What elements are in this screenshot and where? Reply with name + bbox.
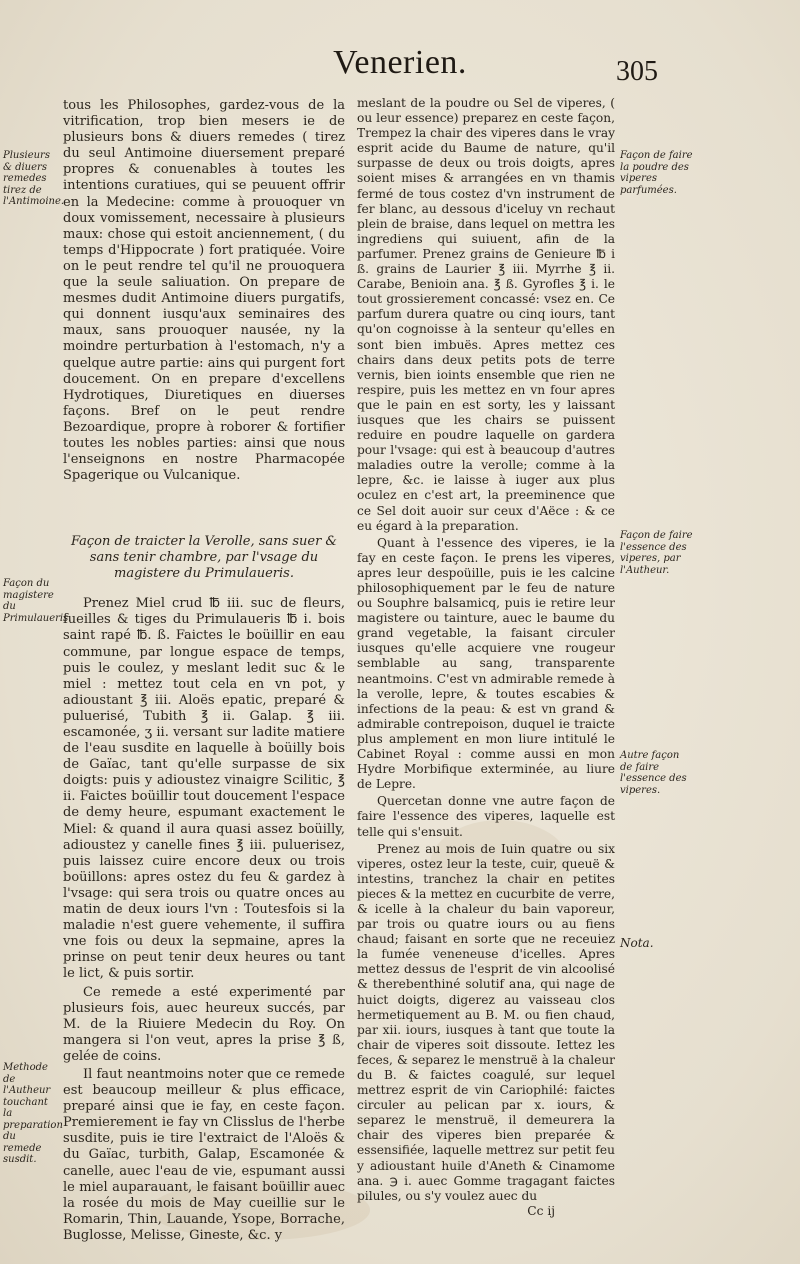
margin-note: Autre façon de faire l'essence des viperes. [620, 750, 687, 796]
page-number: 305 [616, 56, 658, 87]
paragraph: Prenez au mois de Iuin quatre ou six viperes, ostez leur la teste, cuir, queuë & intestins, tranchez la chair en petites pieces & la mettez en cucurbite de verre, & icelle à la chaleur du bain vaporeur, par trois ou quatre iours ou au fiens chaud; faisant en sorte que ne receuiez la fumée veneneuse d'icelles. Apres mettez dessus de l'esprit de vin alcoolisé & therebenthiné solutif ana, qui nage de huict doigts, digerez au vaisseau clos hermetiquement au B. M. ou fien chaud, par xii. iours, iusques à tant que toute la chair de viperes soit dissoute. Iettez les feces, & separez le menstruë à la chaleur du B. & faictes coagulé, sur lequel mettrez esprit de vin Cariophilé: faictes circuler au pelican par x. iours, & separez le menstruë, il demeurera la chair des viperes bien preparée & essensifiée, laquelle mettrez sur petit feu y adioustant huile d'Aneth & Cinamome ana. ℈ i. auec Gomme tragagant faictes pilules, ou s'y voulez auec du [357, 841, 615, 1203]
margin-note: Nota. [620, 936, 654, 950]
paragraph: Quant à l'essence des viperes, ie la fay en ceste façon. Ie prens les viperes, apres leur despoüille, puis ie les calcine philosophiquement par le feu de nature ou Souphre balsamicq, puis ie retire leur magistere ou tainture, auec le baume du grand vegetable, la faisant circuler iusques qu'elle acquiere vne rougeur semblable au sang, transparente neantmoins. C'est vn admirable remede à la verolle, lepre, & toutes escabies & infections de la peau: & est vn grand & admirable contrepoison, duquel ie traicte plus amplement en mon liure intitulé le Cabinet Royal : comme aussi en mon Hydre Morbifique exterminée, au liure de Lepre. [357, 535, 615, 792]
running-head: Venerien. [333, 44, 467, 81]
right-column [357, 96, 615, 1219]
margin-note: Façon de faire la poudre des viperes parfumées. [620, 150, 693, 196]
margin-note: Plusieurs & diuers remedes tirez de l'Antimoine. [3, 150, 65, 207]
paragraph: tous les Philosophes, gardez-vous de la vitrification, trop bien mesers ie de plusieurs bons & diuers remedes ( tirez du seul Antimoine diuersement preparé propres & conuenables à toutes les intentions curatiues, qui se peuuent offrir en la Medecine: comme à prouoquer vn doux vomissement, necessaire à plusieurs maux: chose qui estoit anciennement, ( du temps d'Hippocrate ) fort pratiquée. Voire on le peut rendre tel qu'il ne prouoquera que la seule saliuation. On prepare de mesmes dudit Antimoine diuers purgatifs, qui donnent iusqu'aux seminaires des maux, sans prouoquer nausée, ny la moindre perturbation à l'estomach, n'y a quelque autre partie: ains qui purgent fort doucement. On en prepare d'excellens Hydrotiques, Diuretiques en diuerses façons. Bref on le peut rendre Bezoardique, propre à roborer & fortifier toutes les nobles parties: ainsi que nous l'enseignons en nostre Pharmacopée Spagerique ou Vulcanique. [63, 98, 345, 484]
margin-note: Façon du magistere du Primulaueris. [3, 578, 72, 624]
signature-mark: Cc ij [527, 1203, 555, 1218]
paragraph: Ce remede a esté experimenté par plusieurs fois, auec heureux succés, par M. de la Riuiere Medecin du Roy. On mangera si l'on veut, apres la prise ℥ ß, gelée de coins. [63, 984, 345, 1064]
margin-note: Façon de faire l'essence des viperes, par l'Autheur. [620, 530, 693, 576]
paragraph: Quercetan donne vne autre façon de faire l'essence des viperes, laquelle est telle qui s'ensuit. [357, 794, 615, 839]
section-title: Façon de traicter la Verolle, sans suer & sans tenir chambre, par l'vsage du magistere du Primulaueris. [70, 534, 338, 582]
paragraph: meslant de la poudre ou Sel de viperes, ( ou leur essence) preparez en ceste façon, Trempez la chair des viperes dans le vray esprit acide du Baume de nature, qu'il surpasse de deux ou trois doigts, apres soient mises & arrangées en vn thamis fermé de tous costez d'vn instrument de fer blanc, au dessous d'iceluy vn rechaut plein de braise, dans lequel on mettra les ingrediens qui suiuent, afin de la parfumer. Prenez grains de Genieure ℔ i ß. grains de Laurier ℥ iii. Myrrhe ℥ ii. Carabe, Benioin ana. ℥ ß. Gyrofles ℥ i. le tout grossierement concassé: vsez en. Ce parfum durera quatre ou cinq iours, tant qu'on cognoisse à la senteur qu'elles en sont bien imbuës. Apres mettez ces chairs dans deux petits pots de terre vernis, bien ioints ensemble que rien ne respire, puis les mettez en vn four apres que le pain en est sorty, les y laissant iusques que les chairs se puissent reduire en poudre laquelle on gardera pour l'vsage: qui est à beaucoup d'autres maladies outre la verolle; comme à la lepre, &c. ie laisse à iuger aux plus oculez en c'est art, la preeminence que ce Sel doit auoir sur ceux d'Aëce : & ce eu égard à la preparation. [357, 96, 615, 533]
margin-note: Methode de l'Autheur touchant la preparation du remede susdit. [3, 1062, 63, 1165]
paragraph: Il faut neantmoins noter que ce remede est beaucoup meilleur & plus efficace, preparé ainsi que ie fay, en ceste façon. Premierement ie fay vn Clisslus de l'herbe susdite, puis ie tire l'extraict de l'Aloës & du Gaïac, turbith, Galap, Escamonée & canelle, auec l'eau de vie, espumant aussi le miel auparauant, le faisant boüillir auec la rosée du mois de May cueillie sur le Romarin, Thin, Lauande, Ysope, Borrache, Buglosse, Melisse, Gineste, &c. y [63, 1066, 345, 1243]
left-column [63, 98, 345, 1244]
paragraph: Prenez Miel crud ℔ iii. suc de fleurs, fueilles & tiges du Primulaueris ℔ i. bois saint rapé ℔. ß. Faictes le boüillir en eau commune, par longue espace de temps, puis le coulez, y meslant ledit suc & le miel : mettez tout cela en vn pot, y adioustant ℥ iii. Aloës epatic, preparé & puluerisé, Tubith ℥ ii. Galap. ℥ iii. escamonée, ʒ ii. versant sur ladite matiere de l'eau susdite en laquelle à boüilly bois de Gaïac, tant qu'elle surpasse de six doigts: puis y adioustez vinaigre Scilitic, ℥ ii. Faictes boüillir tout doucement l'espace de demy heure, espumant exactement le Miel: & quand il aura quasi assez boüilly, adioustez y canelle fines ℥ iii. puluerisez, puis laissez cuire encore deux ou trois boüillons: apres ostez du feu & gardez à l'vsage: qui sera trois ou quatre onces au matin de deux iours l'vn : Toutesfois si la maladie n'est guere vehemente, il suffira vne fois ou deux la sepmaine, apres la prinse on peut tenir deux heures ou tant le lict, & puis sortir. [63, 596, 345, 982]
